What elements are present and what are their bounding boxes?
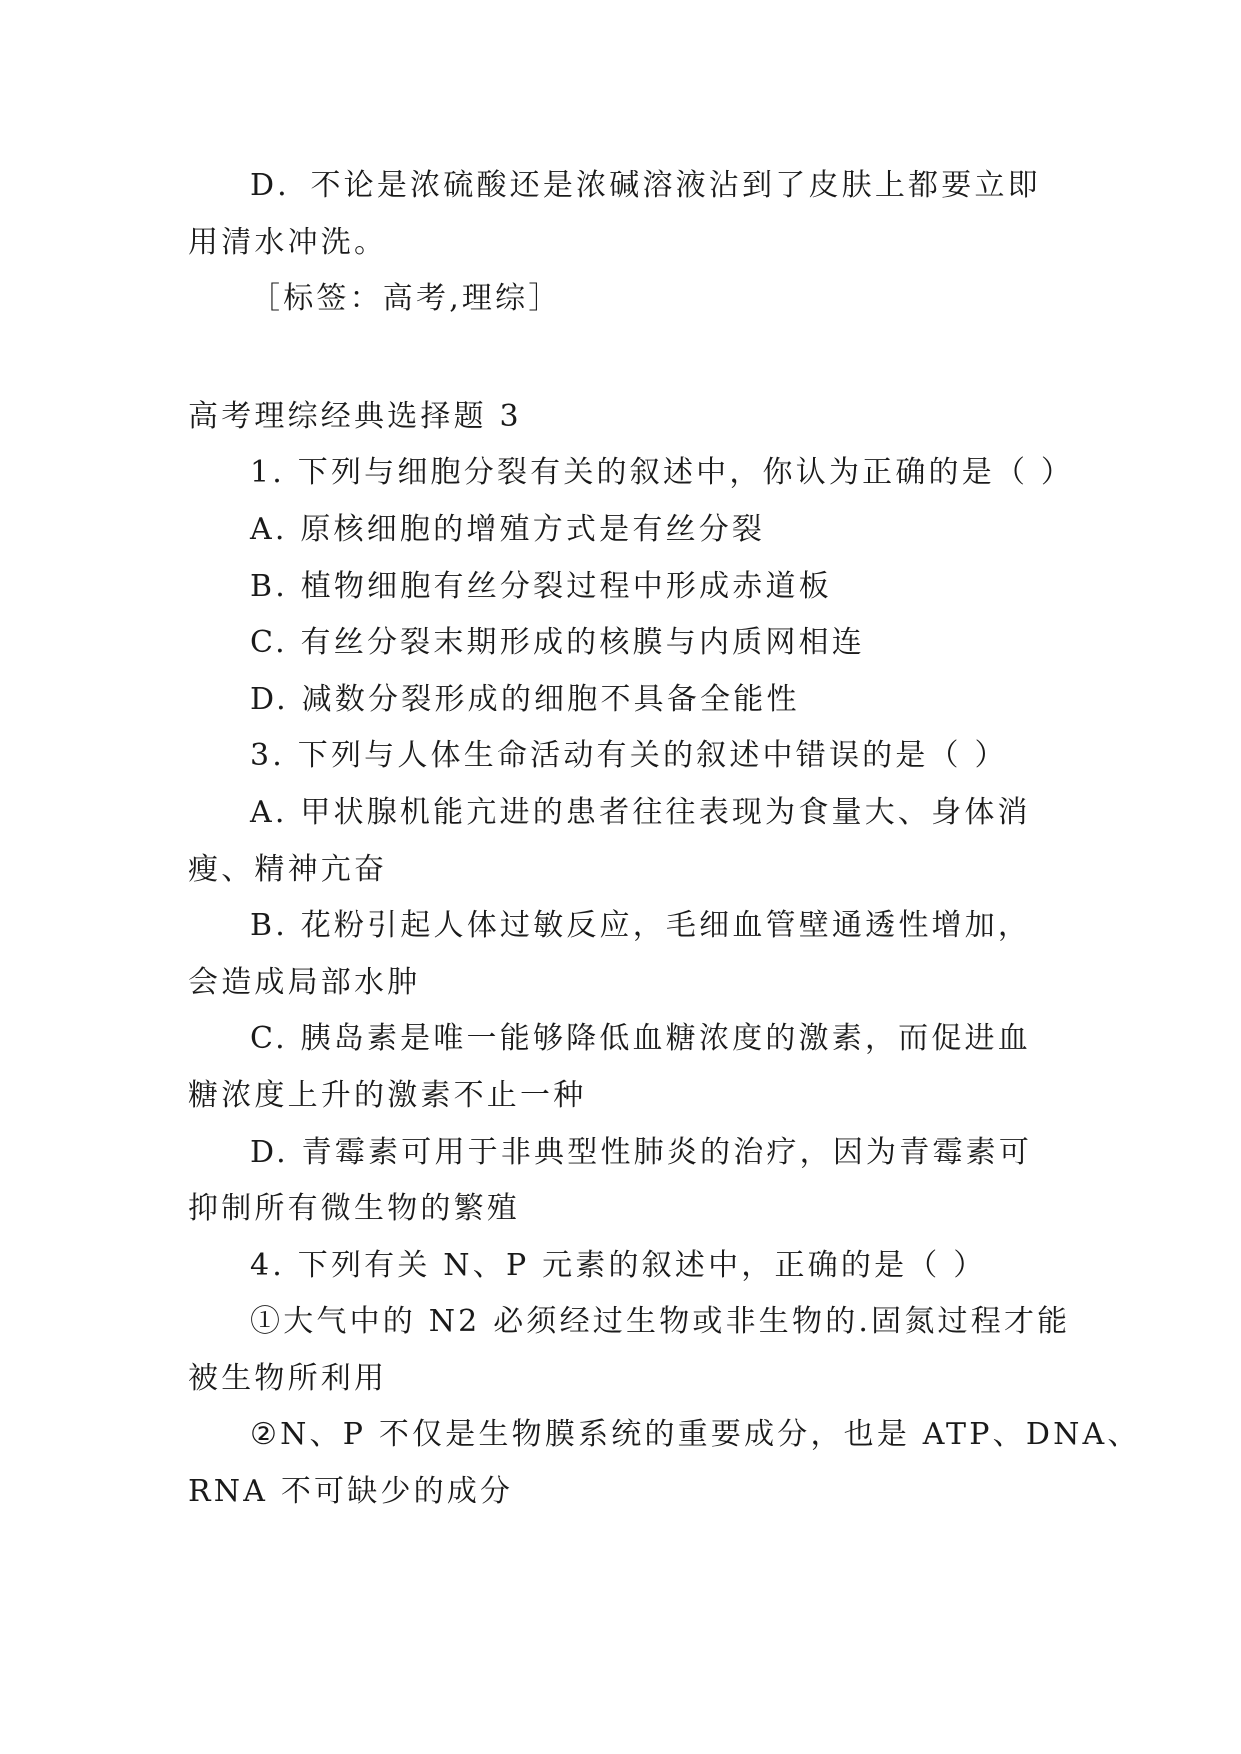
option-d: D. 减数分裂形成的细胞不具备全能性 (250, 681, 800, 717)
tags-line (188, 271, 1054, 328)
text-line: D．不论是浓硫酸还是浓碱溶液沾到了皮肤上都要立即 (250, 168, 1041, 203)
text-line: 会造成局部水肿 (188, 964, 421, 1000)
question-stem: 1. 下列与细胞分裂有关的叙述中，你认为正确的是（ ） (250, 455, 1075, 491)
option-d (188, 1125, 1054, 1238)
option-a: A. 原核细胞的增殖方式是有丝分裂 (250, 511, 766, 547)
text-line: 抑制所有微生物的繁殖 (188, 1191, 520, 1227)
question-4 (188, 1238, 1141, 1521)
text-line: 用清水冲洗。 (188, 224, 388, 260)
option-c: C. 有丝分裂末期形成的核膜与内质网相连 (250, 625, 865, 661)
tags-text: ［标签：高考,理综］ (250, 281, 562, 317)
text-line: C. 胰岛素是唯一能够降低血糖浓度的激素，而促进血 (250, 1021, 1031, 1057)
text-line: ②N、P 不仅是生物膜系统的重要成分，也是 ATP、DNA、 (250, 1417, 1141, 1453)
document-page (188, 158, 1141, 1521)
option-b (188, 898, 1054, 1011)
option-b: B. 植物细胞有丝分裂过程中形成赤道板 (250, 568, 832, 604)
question-1 (188, 445, 1075, 728)
text-line: D. 青霉素可用于非典型性肺炎的治疗，因为青霉素可 (250, 1134, 1033, 1170)
text-line: 被生物所利用 (188, 1360, 388, 1396)
question-3 (188, 728, 1054, 1237)
option-c (188, 1011, 1054, 1124)
previous-option-d (188, 158, 1054, 271)
section-title: 高考理综经典选择题 3 (188, 398, 522, 434)
option-a (188, 785, 1054, 898)
statement-2 (188, 1407, 1141, 1520)
statement-1 (188, 1294, 1071, 1407)
section-heading (188, 389, 1054, 446)
question-stem: 3. 下列与人体生命活动有关的叙述中错误的是（ ） (250, 738, 1008, 774)
text-line: 瘦、精神亢奋 (188, 851, 388, 887)
text-line: A. 甲状腺机能亢进的患者往往表现为食量大、身体消 (250, 794, 1031, 830)
text-line: B. 花粉引起人体过敏反应，毛细血管壁通透性增加， (250, 908, 1032, 944)
text-line: RNA 不可缺少的成分 (188, 1474, 514, 1510)
text-line: 糖浓度上升的激素不止一种 (188, 1077, 587, 1113)
question-stem: 4. 下列有关 N、P 元素的叙述中，正确的是（ ） (250, 1247, 987, 1283)
text-line: ①大气中的 N2 必须经过生物或非生物的.固氮过程才能 (250, 1304, 1071, 1340)
blank-spacer (188, 328, 1054, 389)
